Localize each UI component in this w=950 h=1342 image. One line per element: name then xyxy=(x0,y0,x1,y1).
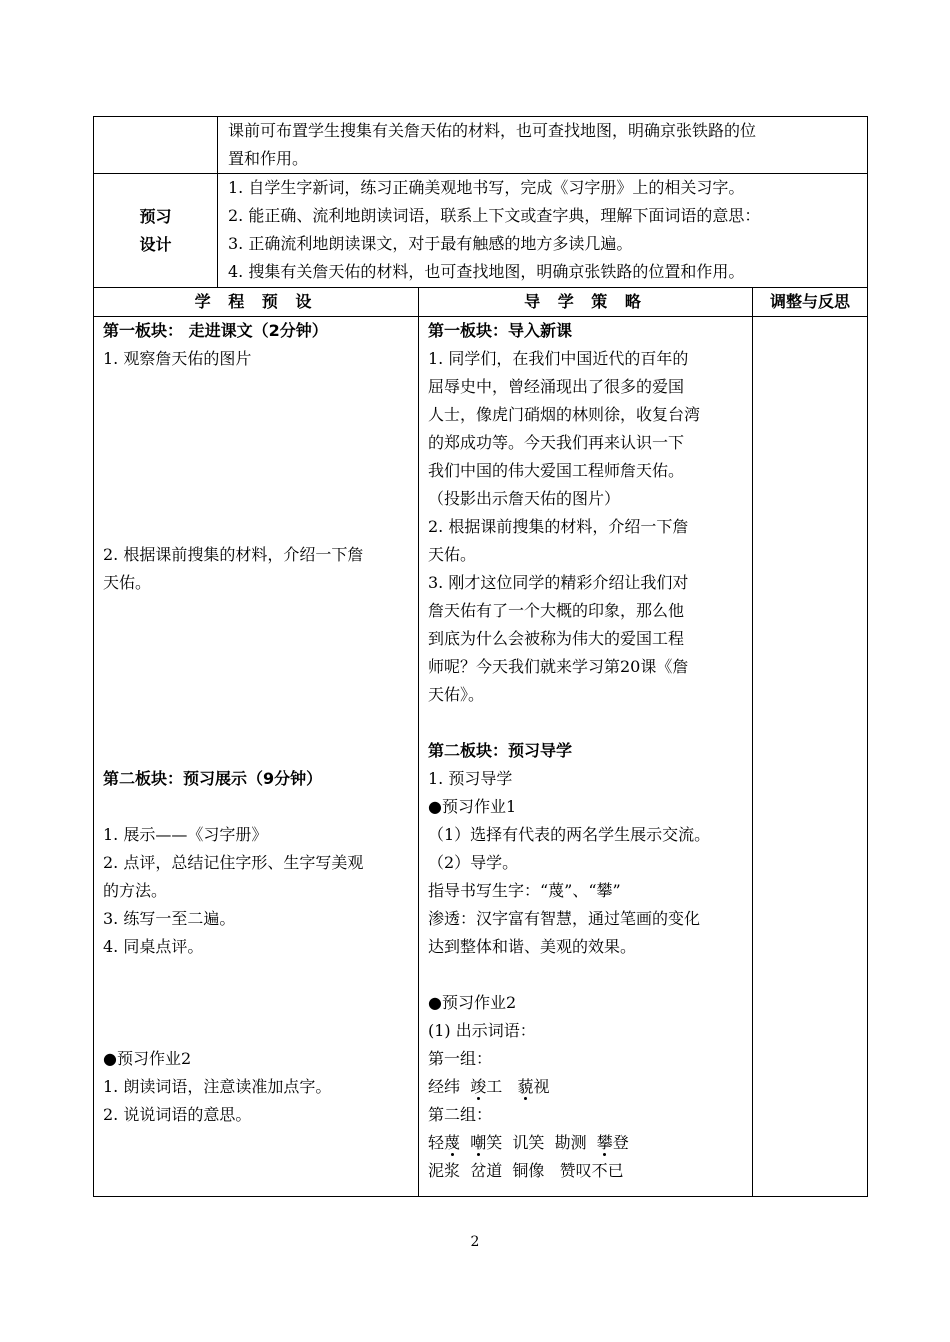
word: 讥笑 xyxy=(512,1133,545,1152)
adjust-reflect-column xyxy=(753,317,867,1196)
word xyxy=(428,1133,460,1152)
block1-title: 第一板块：导入新课 xyxy=(428,321,573,340)
text-line: 2. 根据课前搜集的材料，介绍一下詹 xyxy=(428,517,689,536)
word-char: 轻 xyxy=(428,1133,445,1152)
word: 赞叹不已 xyxy=(559,1161,624,1180)
learning-plan-column xyxy=(103,317,415,1129)
text-line: （1）选择有代表的两名学生展示交流。 xyxy=(428,825,711,844)
word-group-1 xyxy=(428,1073,750,1101)
list-item: 3. 正确流利地朗读课文，对于最有触感的地方多读几遍。 xyxy=(228,234,633,253)
word: 勘测 xyxy=(554,1133,587,1152)
list-item: 2. 根据课前搜集的材料，介绍一下詹 xyxy=(103,545,364,564)
group1-label: 第一组： xyxy=(428,1049,493,1068)
text-line: （投影出示詹天佑的图片） xyxy=(428,489,621,508)
list-item: 1. 展示——《习字册》 xyxy=(103,825,268,844)
header-adjust-reflect: 调整与反思 xyxy=(769,292,850,311)
list-item: 2. 点评，总结记住字形、生字写美观 xyxy=(103,853,364,872)
word-char: 攀 xyxy=(596,1133,613,1152)
word xyxy=(597,1133,629,1152)
text-line: 詹天佑有了一个大概的印象，那么他 xyxy=(428,601,685,620)
text-line: 达到整体和谐、美观的效果。 xyxy=(428,937,637,956)
text-line: 师呢？今天我们就来学习第20课《詹 xyxy=(428,657,689,676)
list-item: 1. 观察詹天佑的图片 xyxy=(103,349,252,368)
text-line: 天佑》。 xyxy=(428,685,485,704)
preview-items xyxy=(228,174,864,286)
block2-title: 第二板块：预习导学 xyxy=(428,741,573,760)
text-line: 3. 刚才这位同学的精彩介绍让我们对 xyxy=(428,573,689,592)
word-char: 登 xyxy=(612,1133,629,1152)
word-char: 工 xyxy=(486,1077,503,1096)
label-line: 设计 xyxy=(139,235,172,254)
list-item: 天佑。 xyxy=(103,573,152,592)
text-line: 人士，像虎门硝烟的林则徐，收复台湾 xyxy=(428,405,701,424)
text-line: 天佑。 xyxy=(428,545,477,564)
word-char: 藐 xyxy=(517,1077,534,1096)
list-item: 2. 说说词语的意思。 xyxy=(103,1105,252,1124)
homework2-title: ●预习作业2 xyxy=(428,993,517,1012)
list-item: 4. 同桌点评。 xyxy=(103,937,204,956)
guidance-strategy-column xyxy=(428,317,750,1185)
word: 铜像 xyxy=(512,1161,545,1180)
preparation-note xyxy=(228,117,864,173)
list-item: 3. 练写一至二遍。 xyxy=(103,909,236,928)
word-char: 笑 xyxy=(486,1133,503,1152)
word-group-3 xyxy=(428,1157,750,1185)
word-char: 嘲 xyxy=(470,1133,487,1152)
text-line: ●预习作业1 xyxy=(428,797,517,816)
group2-label: 第二组： xyxy=(428,1105,493,1124)
text-line: 指导书写生字：“蔑”、“攀” xyxy=(428,881,621,900)
word-char: 蔑 xyxy=(444,1133,461,1152)
word-char: 竣 xyxy=(470,1077,487,1096)
page-number: 2 xyxy=(470,1234,480,1250)
homework2-title: ●预习作业2 xyxy=(103,1049,192,1068)
word xyxy=(470,1077,502,1096)
word: 岔道 xyxy=(470,1161,503,1180)
text-line: 屈辱史中，曾经涌现出了很多的爱国 xyxy=(428,377,685,396)
header-learning-plan: 学 程 预 设 xyxy=(194,292,318,311)
text-line: 课前可布置学生搜集有关詹天佑的材料，也可查找地图，明确京张铁路的位 xyxy=(228,121,757,140)
word-char: 视 xyxy=(533,1077,550,1096)
label-line: 预习 xyxy=(139,207,172,226)
text-line: 的郑成功等。今天我们再来认识一下 xyxy=(428,433,685,452)
preview-design-label xyxy=(94,203,217,259)
text-line: 到底为什么会被称为伟大的爱国工程 xyxy=(428,629,685,648)
word xyxy=(470,1133,502,1152)
header-guidance-strategy: 导 学 策 略 xyxy=(524,292,647,311)
text-line: 置和作用。 xyxy=(228,149,309,168)
table-col-divider-top xyxy=(217,116,218,287)
list-item: 的方法。 xyxy=(103,881,168,900)
list-item: 2. 能正确、流利地朗读词语，联系上下文或查字典，理解下面词语的意思： xyxy=(228,206,761,225)
word xyxy=(517,1077,549,1096)
table-border-right xyxy=(867,116,868,1197)
list-item: 1. 自学生字新词，练习正确美观地书写，完成《习字册》上的相关习字。 xyxy=(228,178,745,197)
text-line: (1) 出示词语： xyxy=(428,1021,536,1040)
table-border-left xyxy=(93,116,94,1197)
list-item: 1. 朗读词语，注意读准加点字。 xyxy=(103,1077,332,1096)
table-col-divider xyxy=(418,287,419,1197)
block1-title: 第一板块： 走进课文（2分钟） xyxy=(103,321,328,340)
text-line: （2）导学。 xyxy=(428,853,519,872)
word: 经纬 xyxy=(428,1077,461,1096)
text-line: 我们中国的伟大爱国工程师詹天佑。 xyxy=(428,461,685,480)
word-group-2 xyxy=(428,1129,750,1157)
list-item: 4. 搜集有关詹天佑的材料，也可查找地图，明确京张铁路的位置和作用。 xyxy=(228,262,745,281)
text-line: 渗透：汉字富有智慧，通过笔画的变化 xyxy=(428,909,701,928)
block2-title: 第二板块：预习展示（9分钟） xyxy=(103,769,323,788)
text-line: 1. 预习导学 xyxy=(428,769,513,788)
text-line: 1. 同学们，在我们中国近代的百年的 xyxy=(428,349,689,368)
word: 泥浆 xyxy=(428,1161,461,1180)
